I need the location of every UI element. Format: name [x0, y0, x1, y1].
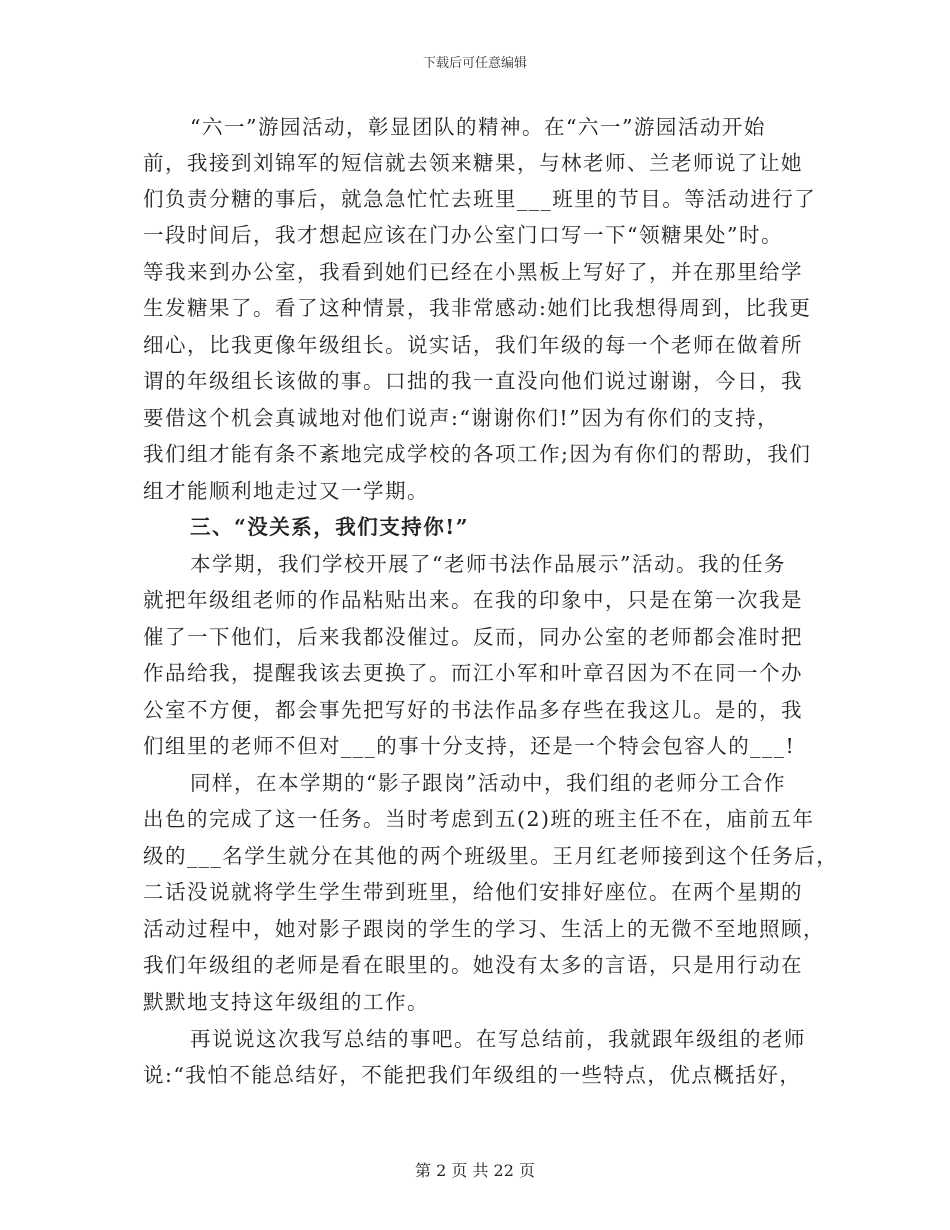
page-footer: 第 2 页 共 22 页 — [415, 1161, 535, 1180]
body-line: 就把年级组老师的作品粘贴出来。在我的印象中，只是在第一次我是 — [143, 588, 803, 612]
body-line: 等我来到办公室，我看到她们已经在小黑板上写好了，并在那里给学 — [143, 260, 803, 284]
body-line: 生发糖果了。看了这种情景，我非常感动:她们比我想得周到，比我更 — [143, 296, 812, 320]
body-line: 同样，在本学期的“影子跟岗”活动中，我们组的老师分工合作 — [190, 771, 786, 795]
body-line: 谓的年级组长该做的事。口拙的我一直没向他们说过谢谢，今日，我 — [143, 369, 803, 393]
body-line: 一段时间后，我才想起应该在门办公室门口写一下“领糖果处”时。 — [143, 223, 783, 247]
body-line: 要借这个机会真诚地对他们说声:“谢谢你们!”因为有你们的支持， — [143, 406, 780, 430]
body-line: 们组里的老师不但对___的事十分支持，还是一个特会包容人的___! — [143, 734, 796, 758]
body-line: 细心，比我更像年级组长。说实话，我们年级的每一个老师在做着所 — [143, 333, 803, 357]
section-heading: 三、“没关系，我们支持你!” — [190, 515, 470, 539]
body-line: 活动过程中，她对影子跟岗的学生的学习、生活上的无微不至地照顾， — [143, 917, 825, 941]
body-line: 催了一下他们，后来我都没催过。反而，同办公室的老师都会准时把 — [143, 625, 803, 649]
body-line: 默默地支持这年级组的工作。 — [143, 990, 429, 1014]
body-line: 级的___名学生就分在其他的两个班级里。王月红老师接到这个任务后， — [143, 844, 839, 868]
body-line: 本学期，我们学校开展了“老师书法作品展示”活动。我的任务 — [190, 552, 786, 576]
body-line: 说:“我怕不能总结好，不能把我们年级组的一些特点，优点概括好， — [143, 1063, 802, 1087]
body-line: 们负责分糖的事后，就急急忙忙去班里___班里的节目。等活动进行了 — [143, 187, 817, 211]
body-line: 我们组才能有条不紊地完成学校的各项工作;因为有你们的帮助，我们 — [143, 442, 812, 466]
body-line: 公室不方便，都会事先把写好的书法作品多存些在我这儿。是的，我 — [143, 698, 803, 722]
body-line: 前，我接到刘锦军的短信就去领来糖果，与林老师、兰老师说了让她 — [143, 151, 803, 175]
body-line: “六一”游园活动，彰显团队的精神。在“六一”游园活动开始 — [190, 115, 766, 139]
body-line: 我们年级组的老师是看在眼里的。她没有太多的言语，只是用行动在 — [143, 953, 803, 977]
body-line: 再说说这次我写总结的事吧。在写总结前，我就跟年级组的老师 — [190, 1027, 806, 1051]
body-line: 组才能顺利地走过又一学期。 — [143, 479, 429, 503]
body-line: 作品给我，提醒我该去更换了。而江小军和叶章召因为不在同一个办 — [143, 661, 803, 685]
page-header: 下载后可任意编辑 — [422, 56, 527, 71]
body-line: 出色的完成了这一任务。当时考虑到五(2)班的班主任不在，庙前五年 — [143, 807, 815, 831]
body-line: 二话没说就将学生学生带到班里，给他们安排好座位。在两个星期的 — [143, 880, 803, 904]
